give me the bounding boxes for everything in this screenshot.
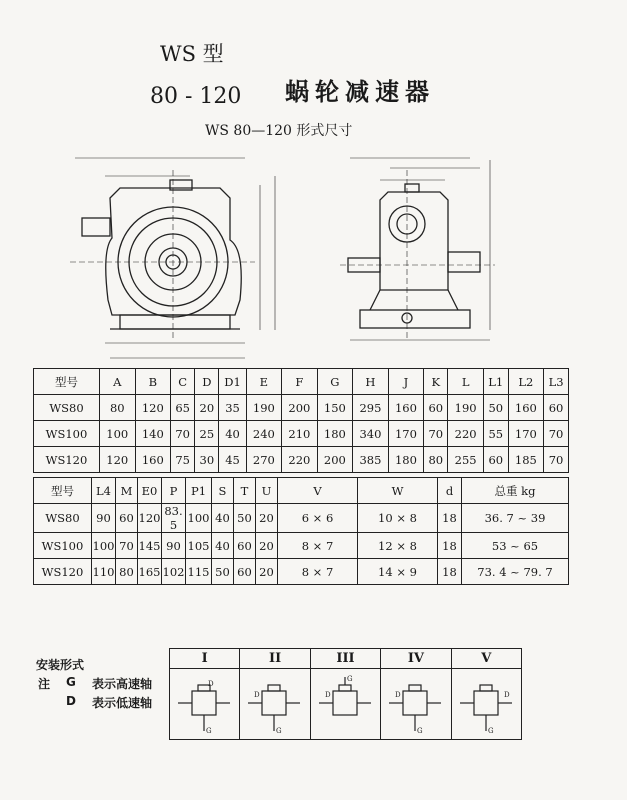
table-cell: 200: [317, 447, 353, 473]
table-cell: 25: [195, 421, 219, 447]
mount-type-label: III: [311, 649, 381, 668]
table-cell: 100: [186, 504, 212, 533]
table-cell: WS120: [34, 447, 100, 473]
table-cell: 70: [116, 533, 138, 559]
table-cell: WS100: [34, 421, 100, 447]
table-cell: 145: [138, 533, 162, 559]
table-cell: K: [424, 369, 448, 395]
table-cell: 55: [483, 421, 508, 447]
d-code: D: [66, 694, 76, 708]
table-cell: 18: [438, 504, 462, 533]
table-cell: G: [317, 369, 353, 395]
table-cell: 30: [195, 447, 219, 473]
table-row: [34, 559, 569, 585]
table-cell: 160: [508, 395, 544, 421]
table-cell: 14 × 9: [358, 559, 438, 585]
g-code: G: [66, 675, 76, 689]
table-cell: 20: [195, 395, 219, 421]
table-cell: B: [135, 369, 171, 395]
table-header-row: [34, 369, 569, 395]
model-range: 80 - 120: [150, 84, 242, 109]
table-cell: 385: [353, 447, 389, 473]
dimension-table-1: [33, 368, 569, 473]
table-cell: 70: [424, 421, 448, 447]
table-cell: 80: [424, 447, 448, 473]
table-cell: 70: [171, 421, 195, 447]
table-cell: U: [256, 478, 278, 504]
table-cell: S: [212, 478, 234, 504]
drawing-subtitle: WS 80—120 形式尺寸: [205, 123, 353, 139]
mounting-title: 安装形式: [36, 658, 85, 672]
table-cell: 60: [234, 533, 256, 559]
table-cell: 80: [116, 559, 138, 585]
svg-text:G: G: [417, 727, 423, 735]
table-cell: 35: [219, 395, 246, 421]
table-cell: L2: [508, 369, 544, 395]
table-cell: D: [195, 369, 219, 395]
table-cell: 18: [438, 533, 462, 559]
table-cell: W: [358, 478, 438, 504]
table-cell: T: [234, 478, 256, 504]
table-row: [34, 533, 569, 559]
table-cell: 53 ~ 65: [462, 533, 569, 559]
table-cell: 10 × 8: [358, 504, 438, 533]
mounting-types-table: [169, 648, 522, 740]
mount-type-label: I: [170, 649, 240, 668]
table-cell: 6 × 6: [278, 504, 358, 533]
table-cell: 180: [317, 421, 353, 447]
table-row: [34, 447, 569, 473]
table-cell: 60: [116, 504, 138, 533]
table-cell: 190: [448, 395, 484, 421]
mount-diagram-5: [452, 669, 521, 739]
table-cell: 110: [92, 559, 116, 585]
table-cell: 220: [448, 421, 484, 447]
table-cell: 12 × 8: [358, 533, 438, 559]
table-row: [34, 395, 569, 421]
d-description: 表示低速轴: [92, 696, 153, 710]
table-cell: H: [353, 369, 389, 395]
table-cell: 8 × 7: [278, 533, 358, 559]
table-cell: 115: [186, 559, 212, 585]
table-cell: 60: [544, 395, 569, 421]
table-cell: 20: [256, 533, 278, 559]
table-cell: 45: [219, 447, 246, 473]
table-cell: WS120: [34, 559, 92, 585]
table-cell: 160: [388, 395, 424, 421]
table-cell: 20: [256, 559, 278, 585]
table-cell: 120: [138, 504, 162, 533]
table-cell: WS80: [34, 395, 100, 421]
mount-type-label: IV: [381, 649, 451, 668]
svg-text:D: D: [503, 691, 510, 699]
table-cell: 型号: [34, 369, 100, 395]
svg-text:D: D: [254, 691, 261, 699]
table-cell: 140: [135, 421, 171, 447]
table-cell: 70: [544, 447, 569, 473]
table-cell: 75: [171, 447, 195, 473]
table-cell: 170: [508, 421, 544, 447]
table-cell: 80: [100, 395, 136, 421]
note-prefix: 注: [38, 677, 51, 691]
svg-text:D: D: [324, 691, 331, 699]
table-cell: 40: [219, 421, 246, 447]
reducer-drawings: [50, 140, 580, 368]
table-cell: L: [448, 369, 484, 395]
table-cell: 220: [282, 447, 318, 473]
front-view-drawing: [70, 158, 275, 358]
table-cell: V: [278, 478, 358, 504]
svg-text:G: G: [206, 727, 212, 735]
table-cell: 190: [246, 395, 282, 421]
mount-diagram-1: [170, 669, 240, 739]
dimension-table-2: [33, 477, 569, 585]
table-cell: 50: [234, 504, 256, 533]
table-cell: 83. 5: [162, 504, 186, 533]
table-cell: 40: [212, 533, 234, 559]
table-row: [34, 421, 569, 447]
svg-text:G: G: [276, 727, 282, 735]
table-cell: P: [162, 478, 186, 504]
table-cell: 270: [246, 447, 282, 473]
table-cell: 50: [212, 559, 234, 585]
table-cell: 70: [544, 421, 569, 447]
table-cell: 160: [135, 447, 171, 473]
table-cell: E0: [138, 478, 162, 504]
table-cell: 105: [186, 533, 212, 559]
table-cell: 90: [92, 504, 116, 533]
table-cell: 340: [353, 421, 389, 447]
table-cell: 73. 4 ~ 79. 7: [462, 559, 569, 585]
table-cell: 165: [138, 559, 162, 585]
table-cell: 200: [282, 395, 318, 421]
table-cell: E: [246, 369, 282, 395]
table-cell: L1: [483, 369, 508, 395]
svg-text:G: G: [487, 727, 494, 735]
g-description: 表示高速轴: [92, 677, 153, 691]
side-view-drawing: [340, 158, 495, 340]
table-cell: 36. 7 ~ 39: [462, 504, 569, 533]
table-cell: 120: [100, 447, 136, 473]
table-cell: WS100: [34, 533, 92, 559]
table-cell: 50: [483, 395, 508, 421]
table-cell: 90: [162, 533, 186, 559]
table-cell: 100: [100, 421, 136, 447]
svg-text:D: D: [395, 691, 401, 699]
table-cell: M: [116, 478, 138, 504]
table-cell: 60: [483, 447, 508, 473]
table-cell: 60: [234, 559, 256, 585]
table-cell: 210: [282, 421, 318, 447]
table-cell: F: [282, 369, 318, 395]
table-cell: WS80: [34, 504, 92, 533]
table-cell: 102: [162, 559, 186, 585]
table-cell: A: [100, 369, 136, 395]
product-title: 蜗轮减速器: [285, 78, 435, 106]
table-cell: 40: [212, 504, 234, 533]
table-cell: 255: [448, 447, 484, 473]
table-cell: d: [438, 478, 462, 504]
table-cell: 150: [317, 395, 353, 421]
mount-diagram-4: [381, 669, 451, 739]
table-cell: 65: [171, 395, 195, 421]
mount-type-label: V: [481, 651, 492, 666]
svg-text:G: G: [346, 675, 353, 683]
table-cell: 总重 kg: [462, 478, 569, 504]
table-cell: 20: [256, 504, 278, 533]
mount-diagram-2: [240, 669, 310, 739]
table-cell: C: [171, 369, 195, 395]
mount-type-label: II: [240, 649, 310, 668]
table-cell: L4: [92, 478, 116, 504]
table-cell: 型号: [34, 478, 92, 504]
table-cell: 185: [508, 447, 544, 473]
model-title: WS 型: [160, 42, 224, 66]
table-cell: 120: [135, 395, 171, 421]
table-cell: 180: [388, 447, 424, 473]
table-cell: 170: [388, 421, 424, 447]
table-cell: 18: [438, 559, 462, 585]
table-cell: 100: [92, 533, 116, 559]
table-cell: 240: [246, 421, 282, 447]
table-cell: 8 × 7: [278, 559, 358, 585]
table-cell: L3: [544, 369, 569, 395]
table-cell: P1: [186, 478, 212, 504]
table-cell: 60: [424, 395, 448, 421]
table-cell: 295: [353, 395, 389, 421]
table-row: [34, 504, 569, 533]
table-cell: D1: [219, 369, 246, 395]
mount-diagram-3: [311, 669, 381, 739]
svg-text:D: D: [208, 680, 214, 688]
table-cell: J: [388, 369, 424, 395]
table-header-row: [34, 478, 569, 504]
